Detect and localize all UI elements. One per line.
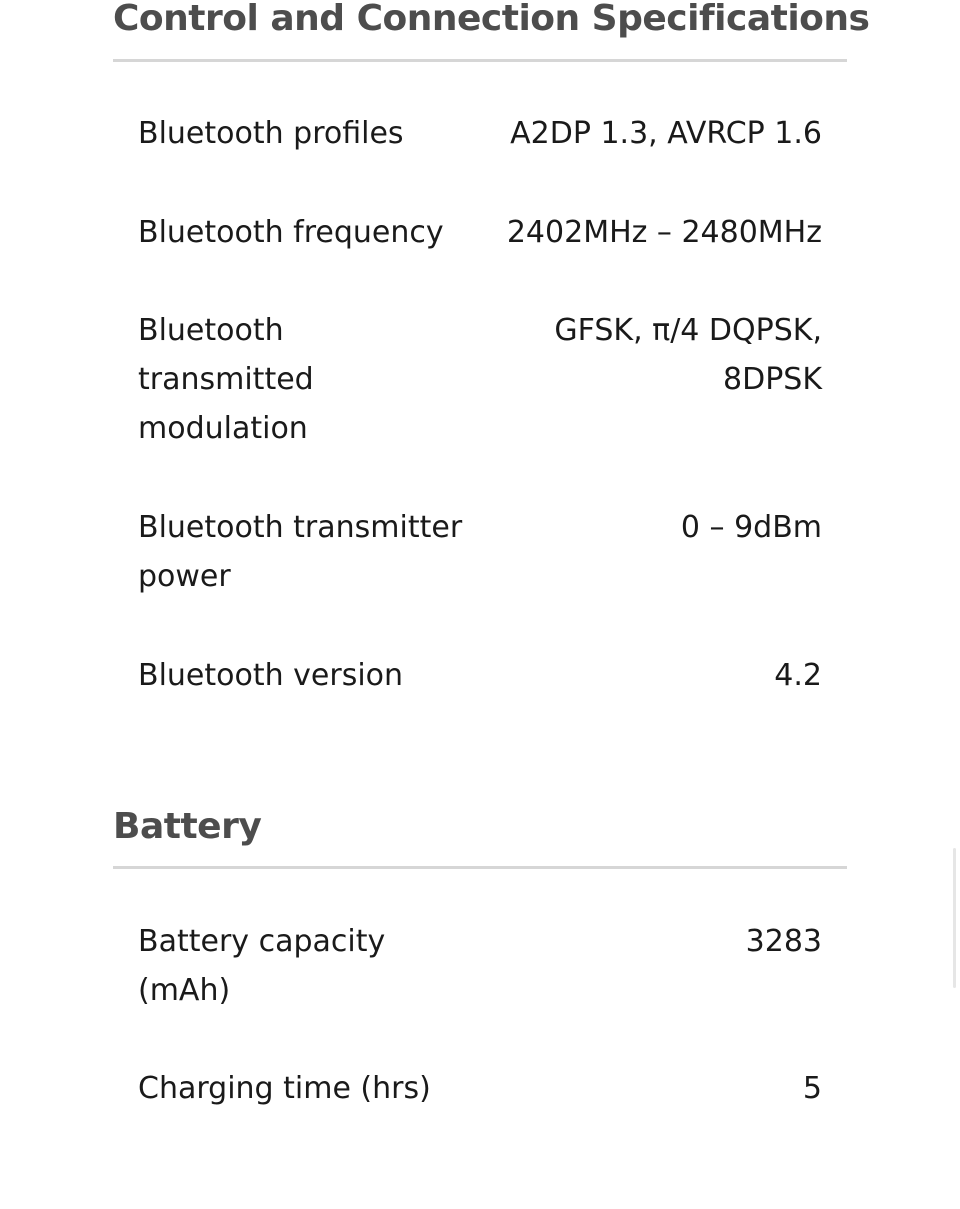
section-divider	[113, 59, 847, 62]
spec-value: 0 – 9dBm	[680, 510, 822, 545]
spec-label: Battery capacity (mAh)	[138, 924, 386, 1008]
spec-value: A2DP 1.3, AVRCP 1.6	[510, 116, 822, 151]
spec-value: 2402MHz – 2480MHz	[506, 215, 822, 250]
scrollbar[interactable]	[953, 848, 956, 988]
section-divider	[113, 866, 847, 869]
spec-label: Bluetooth profiles	[138, 116, 404, 151]
section-title-battery: Battery	[113, 806, 262, 847]
spec-label: Bluetooth frequency	[138, 215, 444, 250]
spec-label: Bluetooth version	[138, 658, 404, 693]
spec-value: 3283	[745, 924, 822, 959]
spec-label: Bluetooth transmitter power	[138, 510, 463, 594]
spec-value: GFSK, π/4 DQPSK, 8DPSK	[554, 313, 822, 397]
spec-label: Bluetooth transmitted modulation	[138, 313, 314, 446]
spec-label: Charging time (hrs)	[138, 1071, 431, 1106]
spec-value: 5	[802, 1071, 822, 1106]
section-title-control-connection: Control and Connection Specifications	[113, 0, 870, 39]
spec-value: 4.2	[774, 658, 822, 693]
